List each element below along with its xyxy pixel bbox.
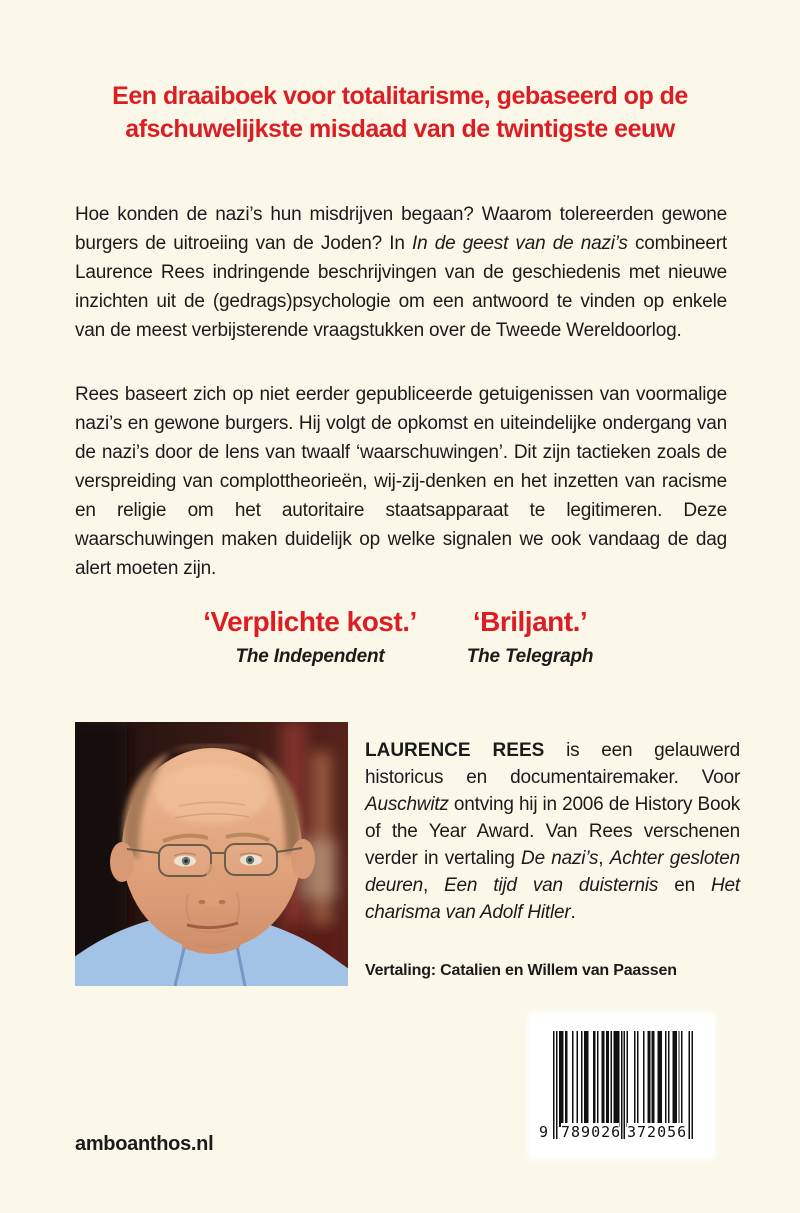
book-title-achter-gesloten-deuren: Achter gesloten deuren (365, 848, 740, 896)
quote-text: ‘Briljant.’ (472, 606, 588, 637)
book-title-het-charisma-van-adolf-hitler: Het charisma van Adolf Hitler (365, 875, 740, 923)
headline-line-2: afschuwelijkste misdaad van de twintigste eeuw (125, 115, 675, 143)
barcode-digit-first: 9 (538, 1123, 550, 1141)
bio-text: ontving hij in 2006 de History Book of the Year Award. Van Rees verschenen verder in vertaling (365, 794, 740, 869)
barcode-digits (538, 1123, 693, 1143)
book-title-in-de-geest: In de geest van de nazi’s (412, 233, 628, 254)
intro-text-after: combineert Laurence Rees indringende beschrijvingen van de geschiedenis met nieuwe inzichten uit de (gedrags)psychologie om een antwoord te vinden op enkele van de meest verbijsterende vraagstukken over de Tweede Wereldoorlog. (75, 233, 727, 341)
headline-line-1: Een draaiboek voor totalitarisme, gebaseerd op de (112, 82, 688, 110)
barcode-digits-left: 789026 (561, 1123, 622, 1141)
barcode-digits-right: 372056 (627, 1123, 688, 1141)
press-quote-telegraph (425, 606, 635, 668)
headline (0, 80, 800, 146)
author-bio (365, 737, 740, 926)
paragraph-warnings: Rees baseert zich op niet eerder gepubliceerde getuigenissen van voormalige nazi’s en gewone burgers. Hij volgt de opkomst en uiteindelijke ondergang van de nazi’s door de lens van twaalf ‘waarschuwingen’. Dit zijn tactieken zoals de verspreiding van complottheorieën, wij-zij-denken en het inzetten van racisme en religie om het autoritaire staatsapparaat te legitimeren. Deze waarschuwingen maken duidelijk op welke signalen we ook vandaag de dag alert moeten zijn. (75, 384, 727, 579)
barcode (530, 1015, 713, 1157)
bio-text: en (658, 875, 712, 896)
quote-text: ‘Verplichte kost.’ (203, 606, 417, 637)
translation-credit: Vertaling: Catalien en Willem van Paassen (365, 962, 677, 979)
author-photo-illustration (75, 722, 348, 986)
paragraph-intro (75, 200, 727, 345)
author-photo (75, 722, 348, 986)
quote-source: The Independent (235, 646, 385, 667)
intro-text-before: Hoe konden de nazi’s hun misdrijven begaan? Waarom tolereerden gewone burgers de uitroeiing van de Joden? In (75, 204, 727, 254)
bio-text: is een gelauwerd historicus en documentairemaker. Voor (365, 740, 741, 788)
bio-text: , (598, 848, 610, 869)
bio-text: . (570, 902, 576, 923)
bio-author-name: LAURENCE REES (365, 740, 545, 761)
book-title-de-nazis: De nazi’s (521, 848, 599, 869)
quote-source: The Telegraph (466, 646, 594, 667)
bio-text: , (422, 875, 445, 896)
book-title-een-tijd-van-duisternis: Een tijd van duisternis (444, 875, 659, 896)
publisher-url: amboanthos.nl (75, 1133, 214, 1155)
book-title-auschwitz: Auschwitz (365, 794, 449, 815)
